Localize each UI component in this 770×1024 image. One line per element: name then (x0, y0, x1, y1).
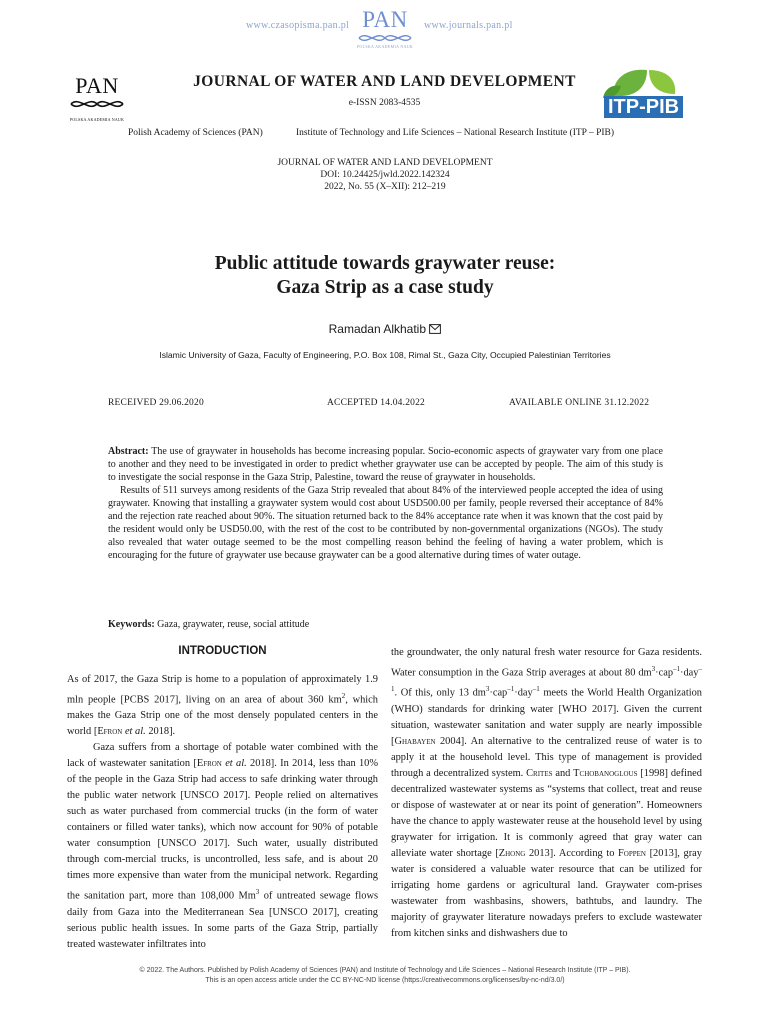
body-column-right (391, 645, 702, 942)
abstract-paragraph-2: Results of 511 surveys among residents of the Gaza Strip revealed that about 84% of the interviewed people accepted the idea of using graywater. Knowing that installing a graywater system would cost about USD500.00 per family, people reversed their acceptance of 84% and the rejection rate reached about 90%. The situation returned back to the 84% acceptance rate when it was known that the cost paid by the resident would only be USD50.00, with the rest of the cost to be contributed by non-governmental organizations (NGOs). The study also revealed that water outage seemed to be the most compelling reason behind the feeling of having a water problem, which is encouraging for the future of graywater use because graywater can be a good alternative during times of water outage. (108, 485, 663, 561)
pan-banner-logo-subtitle: POLSKA AKADEMIA NAUK (356, 44, 414, 49)
keywords-label: Keywords: (108, 619, 155, 630)
publisher-itp: Institute of Technology and Life Sciences – National Research Institute (ITP – PIB) (296, 128, 615, 138)
journal-eissn: e-ISSN 2083-4535 (348, 98, 421, 108)
author-line (0, 322, 770, 336)
intro-paragraph-2: Gaza suffers from a shortage of potable water combined with the lack of wastewater sanitation [Efron et al. 2018]. In 2014, less than 10% of the people in the Gaza Strip had access to safe drinking water through the public water network [UNSCO 2017]. People relied on alternatives such as water purchased from commercial trucks (in the form of water containers or filled water tanks), which now account for 90% of potable water consumption [UNSCO 2017]. Such water, usually distributed through com-mercial trucks, is uncontrolled, less safe, and is about 20 times more expensive than water from the municipal network. Regarding the sanitation part, more than 108,000 Mm$^3$ of untreated sewage flows daily from Gaza into the Mediterranean Sea [UNSCO 2017], creating serious public health issues. In some parts of the Gaza Strip, partially treated wastewater infiltrates into (67, 742, 379, 950)
banner-url-right[interactable]: www.journals.pan.pl (424, 20, 513, 31)
pan-journal-logo (68, 75, 126, 122)
pan-banner-logo-text: PAN (362, 7, 408, 32)
date-accepted: ACCEPTED 14.04.2022 (327, 398, 426, 408)
keywords-list: Gaza, graywater, reuse, social attitude (157, 619, 310, 630)
abstract-label: Abstract: (108, 446, 149, 457)
banner-url-left[interactable]: www.czasopisma.pan.pl (246, 20, 350, 31)
pan-logo-subtitle: POLSKA AKADEMIA NAUK (69, 117, 125, 122)
footer-copyright: © 2022. The Authors. Published by Polish Academy of Sciences (PAN) and Institute of Technology and Life Sciences – National Research Institute (ITP – PIB). (139, 967, 631, 974)
infinity-swash-icon (357, 32, 413, 44)
article-title-line1: Public attitude towards graywater reuse: (214, 253, 556, 274)
intro-paragraph-3: the groundwater, the only natural fresh water resource for Gaza residents. Water consumption in the Gaza Strip averages at about 80 $dm^3\cdot cap^{-1}\cdot day^{-1}$. Of this, only 13 $dm^3\cdot cap^{-1}\cdot day^{-1}$ meets the World Health Organization (WHO) standards for drinking water [WHO 2017]. Given the current situation, wastewater sanitation and water supply are nearly impossible [Ghabayen 2004]. An alternative to the centralized reuse of water is to apply it at the household level. This type of management is provided through a decentralized system. Crites and Tchobanoglous [1998] defined decentralized wastewater systems as “systems that collect, treat and reuse or dispose of wastewater at or near its point of generation”. Homeowners have the chance to apply wastewater reuse at the household level by using graywater for irrigation. It is commonly agreed that gray water can alleviate water shortage [Zhong 2013]. According to Foppen [2013], gray water is considered a valuable water resource that can be utilized for irrigating home gardens or agricultural land. Graywater com-prises wastewater from washbasins, showers, bathtubs, and laundry. The majority of graywater literature nowadays prefers to exclude wastewater from kitchen sinks and dishwashers due to (391, 647, 702, 939)
body-column-left (67, 672, 378, 953)
publisher-pan: Polish Academy of Sciences (PAN) (128, 128, 263, 138)
citation-doi[interactable]: DOI: 10.24425/jwld.2022.142324 (320, 170, 450, 180)
date-available-online: AVAILABLE ONLINE 31.12.2022 (509, 398, 650, 408)
article-title-line2: Gaza Strip as a case study (276, 277, 494, 298)
author-name: Ramadan Alkhatib (328, 322, 427, 336)
itp-logo-text: ITP-PIB (604, 96, 683, 118)
abstract (108, 445, 663, 562)
citation-journal: JOURNAL OF WATER AND LAND DEVELOPMENT (277, 158, 493, 168)
section-heading-introduction: INTRODUCTION (178, 645, 267, 657)
footer-license[interactable]: This is an open access article under the CC BY-NC-ND license (https://creativecommons.org/licenses/by-nc-nd/3.0/) (205, 977, 565, 984)
envelope-icon[interactable] (429, 324, 441, 334)
citation-issue: 2022, No. 55 (X–XII): 212–219 (324, 182, 446, 192)
pan-banner-logo (353, 8, 417, 54)
infinity-swash-icon (69, 98, 125, 110)
pan-logo-text: PAN (75, 73, 119, 98)
date-received: RECEIVED 29.06.2020 (108, 398, 204, 408)
author-affiliation: Islamic University of Gaza, Faculty of Engineering, P.O. Box 108, Rimal St., Gaza City, Occupied Palestinian Territories (159, 350, 611, 360)
journal-title: JOURNAL OF WATER AND LAND DEVELOPMENT (193, 73, 576, 90)
abstract-paragraph-1: The use of graywater in households has become increasing popular. Socio-economic aspects of graywater vary from one place to another and they need to be investigated in order to predict whether graywater use can be accepted by people. The aim of this study is to investigate the social response in the Gaza Strip, Palestine, toward the reuse of graywater in households. (108, 446, 663, 483)
intro-paragraph-1: As of 2017, the Gaza Strip is home to a population of approximately 1.9 mln people [PCBS 2017], living on an area of about 360 $km^2$, which makes the Gaza Strip one of the most densely populated centers in the world [Efron et al. 2018]. (67, 674, 378, 738)
keywords (108, 619, 663, 630)
